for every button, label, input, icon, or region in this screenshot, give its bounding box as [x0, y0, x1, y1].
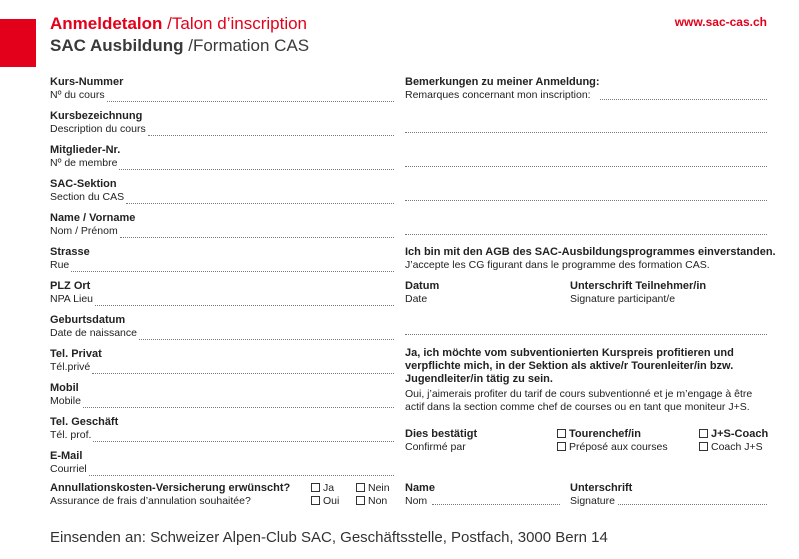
confirm-option-js-coach[interactable]: J+S-Coach: [699, 428, 768, 441]
checkbox[interactable]: [557, 442, 566, 451]
insurance-no-de[interactable]: Nein: [356, 482, 390, 494]
confirm-label: Dies bestätigt: [405, 428, 478, 440]
checkbox[interactable]: [557, 429, 566, 438]
signature1-line[interactable]: [405, 334, 767, 335]
input-line[interactable]: [139, 329, 394, 340]
form-title: Anmeldetalon /Talon d’inscription: [50, 14, 308, 33]
insurance-question-de: Annullationskosten-Versicherung erwünscht?: [50, 482, 291, 494]
remarks-line-5[interactable]: [405, 234, 767, 235]
remarks-line-3[interactable]: [405, 166, 767, 167]
remarks-label-fr: Remarques concernant mon inscription:: [405, 89, 591, 101]
subsidy-text-fr: Oui, j’aimerais profiter du tarif de cours subventionné et je m’engage à être actif dans la section comme chef de courses ou en tant que moniteur J+S.: [405, 388, 753, 413]
field-course-number[interactable]: Kurs-Nummer Nº du cours: [50, 76, 394, 102]
checkbox[interactable]: [699, 442, 708, 451]
date-label: Datum: [405, 280, 440, 292]
signature-label: Unterschrift: [570, 482, 633, 494]
participant-signature-label-fr: Signature participant/e: [570, 293, 676, 305]
insurance-yes-fr[interactable]: Oui: [311, 495, 339, 507]
checkbox[interactable]: [311, 496, 320, 505]
checkbox[interactable]: [356, 483, 365, 492]
checkbox[interactable]: [699, 429, 708, 438]
confirm-option-tour-leader-fr[interactable]: Préposé aux courses: [557, 441, 668, 454]
participant-signature-label: Unterschrift Teilnehmer/in: [570, 280, 707, 292]
insurance-yes-de[interactable]: Ja: [311, 482, 334, 494]
form-subtitle: SAC Ausbildung /Formation CAS: [50, 36, 310, 55]
remarks-label: Bemerkungen zu meiner Anmeldung:: [405, 76, 600, 88]
input-line[interactable]: [89, 465, 394, 476]
input-line[interactable]: [92, 363, 394, 374]
remarks-line-4[interactable]: [405, 200, 767, 201]
website-url[interactable]: www.sac-cas.ch: [674, 15, 767, 29]
agb-text-fr: J’accepte les CG figurant dans le programme des formation CAS.: [405, 259, 710, 271]
signature2-line[interactable]: [618, 504, 767, 505]
name-label-fr: Nom: [405, 495, 428, 507]
field-member-number[interactable]: Mitglieder-Nr. Nº de membre: [50, 144, 394, 170]
field-zip-city[interactable]: PLZ Ort NPA Lieu: [50, 280, 394, 306]
input-line[interactable]: [107, 91, 394, 102]
field-phone-private[interactable]: Tel. Privat Tél.privé: [50, 348, 394, 374]
date-label-fr: Date: [405, 293, 428, 305]
input-line[interactable]: [120, 227, 394, 238]
field-birthdate[interactable]: Geburtsdatum Date de naissance: [50, 314, 394, 340]
subsidy-text-de: Ja, ich möchte vom subventionierten Kurspreis profitieren und verpflichte mich, in der Sektion als aktive/r Tourenleiter/in bzw. Jugendleiter/in tätig zu sein.: [405, 347, 734, 385]
input-line[interactable]: [71, 261, 394, 272]
input-line[interactable]: [126, 193, 394, 204]
field-email[interactable]: E-Mail Courriel: [50, 450, 394, 476]
agb-text-de: Ich bin mit den AGB des SAC-Ausbildungsprogrammes einverstanden.: [405, 246, 776, 258]
name-label: Name: [405, 482, 435, 494]
input-line[interactable]: [93, 431, 394, 442]
field-section[interactable]: SAC-Sektion Section du CAS: [50, 178, 394, 204]
confirm-label-fr: Confirmé par: [405, 441, 466, 453]
insurance-no-fr[interactable]: Non: [356, 495, 387, 507]
field-name[interactable]: Name / Vorname Nom / Prénom: [50, 212, 394, 238]
field-course-name[interactable]: Kursbezeichnung Description du cours: [50, 110, 394, 136]
checkbox[interactable]: [356, 496, 365, 505]
input-line[interactable]: [83, 397, 394, 408]
field-street[interactable]: Strasse Rue: [50, 246, 394, 272]
insurance-question-fr: Assurance de frais d’annulation souhaitée?: [50, 495, 251, 507]
red-accent-bar: [0, 19, 36, 67]
input-line[interactable]: [95, 295, 394, 306]
checkbox[interactable]: [311, 483, 320, 492]
remarks-line-2[interactable]: [405, 132, 767, 133]
confirm-option-js-coach-fr[interactable]: Coach J+S: [699, 441, 763, 454]
input-line[interactable]: [148, 125, 394, 136]
field-phone-business[interactable]: Tel. Geschäft Tél. prof.: [50, 416, 394, 442]
signature-label-fr: Signature: [570, 495, 615, 507]
input-line[interactable]: [119, 159, 394, 170]
name-line[interactable]: [432, 504, 560, 505]
confirm-option-tour-leader[interactable]: Tourenchef/in: [557, 428, 641, 441]
footer-address: Einsenden an: Schweizer Alpen-Club SAC, Geschäftsstelle, Postfach, 3000 Bern 14: [50, 529, 608, 546]
field-mobile[interactable]: Mobil Mobile: [50, 382, 394, 408]
remarks-line-1[interactable]: [600, 99, 767, 100]
